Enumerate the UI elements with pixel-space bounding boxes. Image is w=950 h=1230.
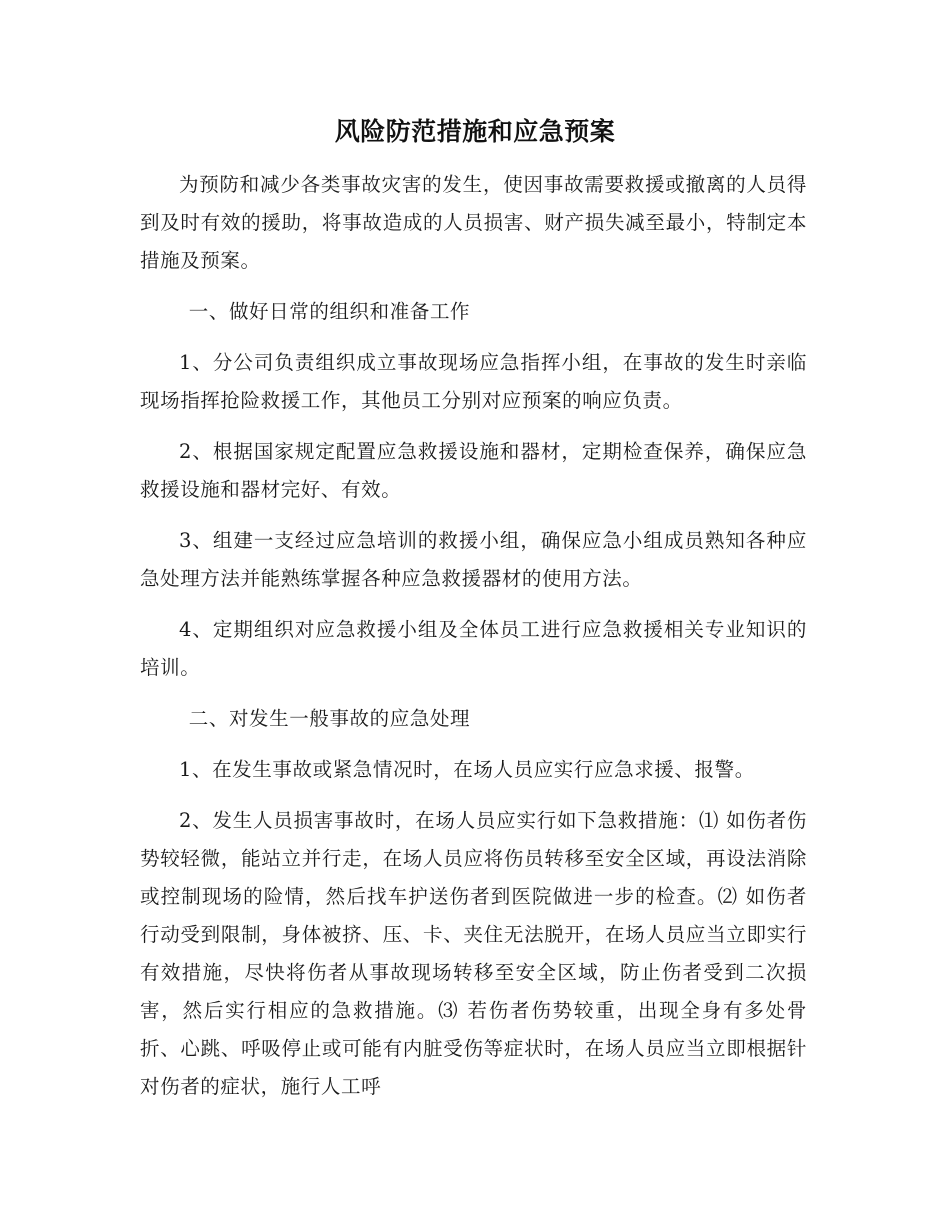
section-1-item-3: 3、组建一支经过应急培训的救援小组，确保应急小组成员熟知各种应急处理方法并能熟练掌握各种应急救援器材的使用方法。: [140, 529, 807, 590]
section-2-item-1: 1、在发生事故或紧急情况时，在场人员应实行应急求援、报警。: [179, 758, 755, 781]
section-heading-1: 一、做好日常的组织和准备工作: [188, 300, 471, 323]
section-1-item-2: 2、根据国家规定配置应急救援设施和器材，定期检查保养，确保应急救援设施和器材完好、有效。: [140, 440, 807, 501]
section-2-item-2: 2、发生人员损害事故时，在场人员应实行如下急救措施：⑴ 如伤者伤势较轻微，能站立并行走，在场人员应将伤员转移至安全区域，再设法消除或控制现场的险情，然后找车护送伤者到医院做进一步的检查。⑵ 如伤者行动受到限制，身体被挤、压、卡、夹住无法脱开，在场人员应当立即实行有效措施，尽快将伤者从事故现场转移至安全区域，防止伤者受到二次损害，然后实行相应的急救措施。⑶ 若伤者伤势较重，出现全身有多处骨折、心跳、呼吸停止或可能有内脏受伤等症状时，在场人员应当立即根据针对伤者的症状，施行人工呼: [140, 809, 807, 1098]
section-1-item-1: 1、分公司负责组织成立事故现场应急指挥小组，在事故的发生时亲临现场指挥抢险救援工作，其他员工分别对应预案的响应负责。: [140, 351, 807, 412]
section-heading-2: 二、对发生一般事故的应急处理: [188, 707, 471, 730]
section-1-item-4: 4、定期组织对应急救援小组及全体员工进行应急救援相关专业知识的培训。: [140, 618, 807, 679]
intro-paragraph: 为预防和减少各类事故灾害的发生，使因事故需要救援或撤离的人员得到及时有效的援助，将事故造成的人员损害、财产损失减至最小，特制定本措施及预案。: [140, 173, 807, 272]
document-body: [140, 166, 807, 1106]
document-title: 风险防范措施和应急预案: [334, 117, 616, 146]
